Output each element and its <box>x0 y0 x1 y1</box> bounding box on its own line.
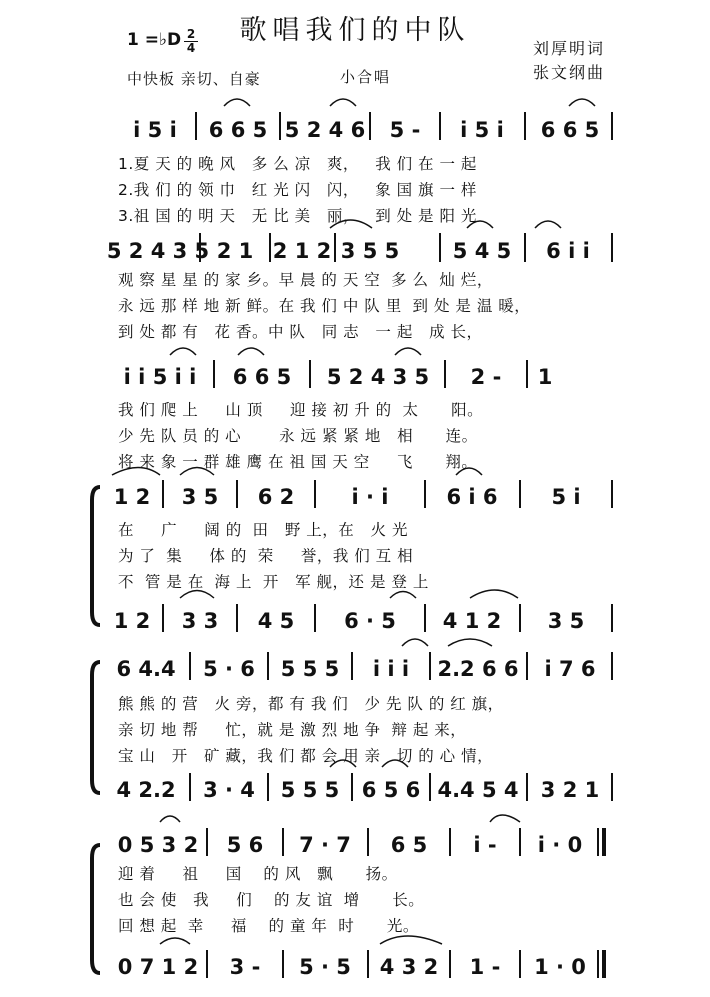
system3-notes-measure-1: i i 5 i i <box>123 365 197 389</box>
system1-notes-measure-1: i 5 i <box>133 118 177 142</box>
system5-lower-measure-4: 6 5 6 <box>361 778 421 802</box>
system6-lower-measure-4: 4 3 2 <box>379 955 439 979</box>
time-signature-bottom: 4 <box>186 41 196 55</box>
system2-notes-measure-5: 5 4 5 <box>452 239 512 263</box>
verse-3-line-5: 宝 山 开 矿 藏，我 们 都 会 用 亲 切 的 心 情， <box>118 747 494 765</box>
verse-3-line-6: 回 想 起 幸 福 的 童 年 时 光。 <box>118 917 419 935</box>
time-signature-top: 2 <box>186 27 196 41</box>
system4-lower-measure-2: 3 3 <box>181 609 219 633</box>
system1-notes-measure-2: 6 6 5 <box>208 118 268 142</box>
system3-notes-measure-5: 1 <box>537 365 553 389</box>
system2-notes-measure-2: 2 1 <box>216 239 254 263</box>
verse-2-line-2: 永 远 那 样 地 新 鲜。在 我 们 中 队 里 到 处 是 温 暖， <box>118 297 531 315</box>
system6-upper-measure-4: 6 5 <box>390 833 428 857</box>
performance-marking: 小合唱 <box>340 68 392 86</box>
system4-lower-measure-1: 1 2 <box>113 609 151 633</box>
system1-notes-measure-4: 5 - <box>389 118 421 142</box>
verse-3-line-3: 将 来 象 一 群 雄 鹰 在 祖 国 天 空 飞 翔。 <box>118 453 478 471</box>
system2-notes-measure-4: 3 5 5 <box>340 239 400 263</box>
system6-lower-measure-2: 3 - <box>229 955 261 979</box>
verse-1-line-1: 1.夏 天 的 晚 风 多 么 凉 爽， 我 们 在 一 起 <box>118 155 477 173</box>
verse-2-line-4: 为 了 集 体 的 荣 誉，我 们 互 相 <box>118 547 414 565</box>
system3-notes-measure-3: 5 2 4 3 5 <box>326 365 430 389</box>
system4-upper-measure-3: 6 2 <box>257 485 295 509</box>
system5-upper-measure-3: 5 5 5 <box>280 657 340 681</box>
system1-notes-measure-3: 5 2 4 6 <box>284 118 366 142</box>
system5-lower-measure-5: 4.4 5 4 <box>437 778 519 802</box>
system1-notes-measure-6: 6 6 5 <box>540 118 600 142</box>
system6-upper-measure-1: 0 5 3 2 <box>117 833 199 857</box>
system6-upper-measure-6: i · 0 <box>537 833 583 857</box>
verse-3-line-1: 3.祖 国 的 明 天 无 比 美 丽， 到 处 是 阳 光 <box>118 207 477 225</box>
verse-2-line-1: 2.我 们 的 领 巾 红 光 闪 闪， 象 国 旗 一 样 <box>118 181 477 199</box>
verse-3-line-2: 到 处 都 有 花 香。中 队 同 志 一 起 成 长， <box>118 323 483 341</box>
system4-upper-measure-6: 5 i <box>551 485 581 509</box>
system1-notes-measure-5: i 5 i <box>460 118 504 142</box>
system4-upper-measure-1: 1 2 <box>113 485 151 509</box>
system5-lower-measure-6: 3 2 1 <box>540 778 600 802</box>
system4-lower-measure-5: 4 1 2 <box>442 609 502 633</box>
system4-lower-measure-4: 6 · 5 <box>344 609 396 633</box>
system2-notes-measure-6: 6 i i <box>546 239 590 263</box>
system6-lower-measure-3: 5 · 5 <box>299 955 351 979</box>
system5-lower-measure-1: 4 2.2 <box>116 778 176 802</box>
system4-upper-measure-5: 6 i 6 <box>446 485 498 509</box>
system5-upper-measure-4: i i i <box>372 657 410 681</box>
composer-credit: 张文纲曲 <box>533 63 606 82</box>
system4-upper-measure-4: i · i <box>351 485 389 509</box>
system5-upper-measure-6: i 7 6 <box>544 657 596 681</box>
system6-upper-measure-3: 7 · 7 <box>299 833 351 857</box>
system4-lower-measure-6: 3 5 <box>547 609 585 633</box>
system5-upper-measure-5: 2.2 6 6 <box>437 657 519 681</box>
system2-notes-measure-1: 5 2 4 3 5 <box>106 239 210 263</box>
system6-upper-measure-5: i - <box>473 833 497 857</box>
verse-1-line-5: 熊 熊 的 营 火 旁，都 有 我 们 少 先 队 的 红 旗， <box>118 695 504 713</box>
system5-upper-measure-2: 5 · 6 <box>203 657 255 681</box>
system3-notes-measure-2: 6 6 5 <box>232 365 292 389</box>
system6-lower-measure-1: 0 7 1 2 <box>117 955 199 979</box>
system5-upper-measure-1: 6 4.4 <box>116 657 176 681</box>
system6-upper-measure-2: 5 6 <box>226 833 264 857</box>
tempo-marking: 中快板 亲切、自豪 <box>127 70 261 88</box>
system6-lower-measure-5: 1 - <box>469 955 501 979</box>
verse-2-line-6: 也 会 使 我 们 的 友 谊 增 长。 <box>118 891 425 909</box>
system5-lower-measure-3: 5 5 5 <box>280 778 340 802</box>
system6-lower-measure-6: 1 · 0 <box>534 955 586 979</box>
lyricist-credit: 刘厚明词 <box>533 39 606 58</box>
system4-upper-measure-2: 3 5 <box>181 485 219 509</box>
verse-3-line-4: 不 管 是 在 海 上 开 军 舰，还 是 登 上 <box>118 573 429 591</box>
song-title: 歌唱我们的中队 <box>239 15 471 46</box>
verse-1-line-3: 我 们 爬 上 山 顶 迎 接 初 升 的 太 阳。 <box>118 401 484 419</box>
system5-lower-measure-2: 3 · 4 <box>203 778 255 802</box>
verse-1-line-2: 观 察 星 星 的 家 乡。早 晨 的 天 空 多 么 灿 烂， <box>118 271 493 289</box>
key-signature: 1 =♭D <box>127 30 182 50</box>
verse-1-line-4: 在 广 阔 的 田 野 上，在 火 光 <box>118 521 408 539</box>
system4-lower-measure-3: 4 5 <box>257 609 295 633</box>
verse-2-line-3: 少 先 队 员 的 心 永 远 紧 紧 地 相 连。 <box>118 427 478 445</box>
verse-2-line-5: 亲 切 地 帮 忙，就 是 激 烈 地 争 辩 起 来， <box>118 721 467 739</box>
system3-notes-measure-4: 2 - <box>470 365 502 389</box>
verse-1-line-6: 迎 着 祖 国 的 风 飘 扬。 <box>118 865 398 883</box>
system2-notes-measure-3: 2 1 2 <box>272 239 332 263</box>
